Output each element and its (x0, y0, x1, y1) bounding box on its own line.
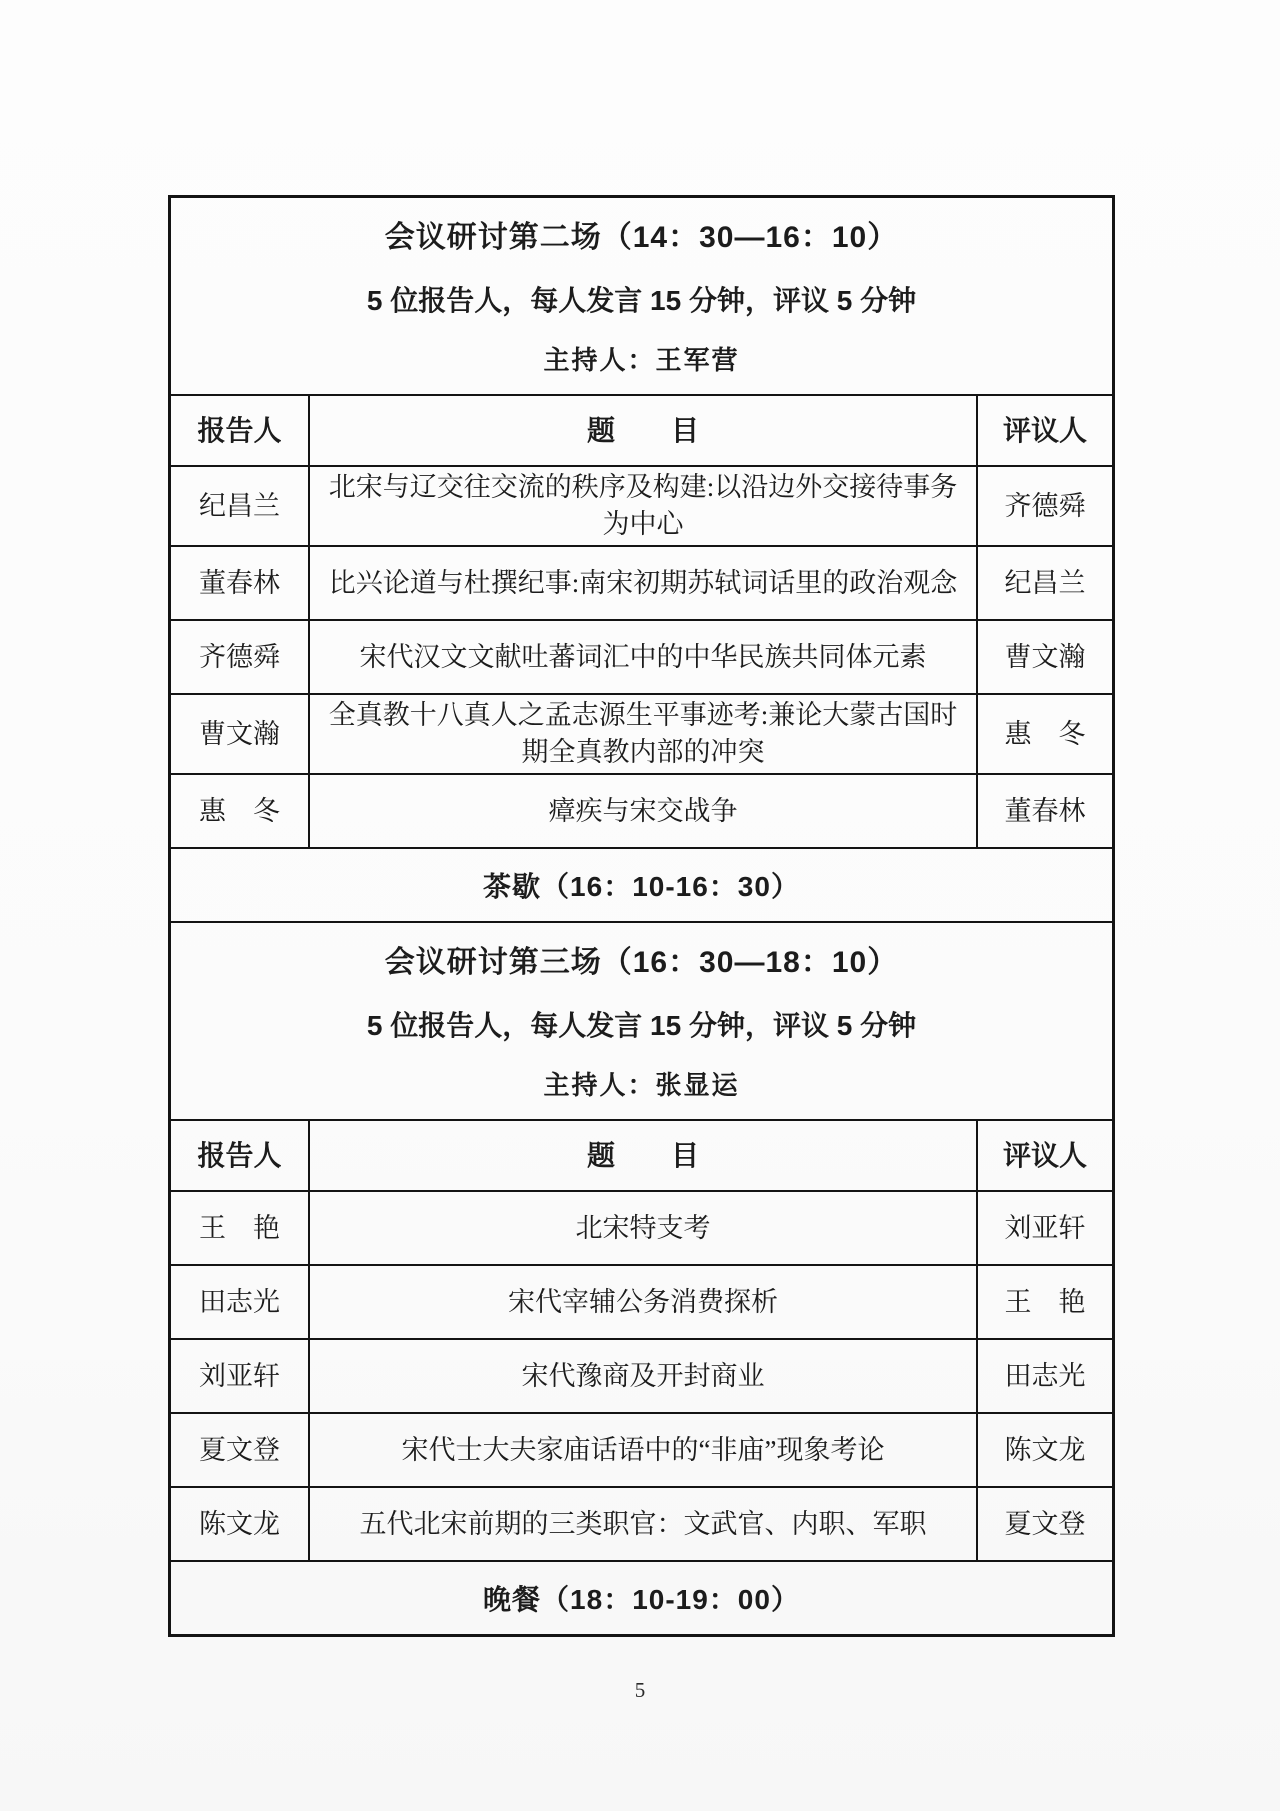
session-3-host: 主持人：张显运 (543, 1070, 740, 1100)
reviewer-cell: 惠 冬 (1004, 718, 1086, 749)
reviewer-cell: 曹文瀚 (1004, 641, 1086, 672)
topic-cell: 宋代汉文文献吐蕃词汇中的中华民族共同体元素 (310, 621, 978, 693)
session-3-header (171, 921, 1112, 1119)
session-2-host: 主持人：王军营 (543, 345, 740, 375)
table-row (171, 773, 1112, 847)
conference-schedule-table (168, 195, 1115, 1637)
topic-cell: 瘴疾与宋交战争 (310, 775, 978, 847)
table-row (171, 1486, 1112, 1560)
speaker-cell: 惠 冬 (171, 775, 310, 847)
speaker-cell: 刘亚轩 (171, 1340, 310, 1412)
topic-cell: 北宋与辽交往交流的秩序及构建:以沿边外交接待事务为中心 (310, 467, 978, 545)
speaker-cell: 田志光 (171, 1266, 310, 1338)
table-row (171, 619, 1112, 693)
session-3-subtitle: 5 位报告人，每人发言 15 分钟，评议 5 分钟 (366, 1010, 917, 1041)
session-2-title: 会议研讨第二场（14：30—16：10） (384, 221, 899, 254)
speaker-cell: 夏文登 (171, 1414, 310, 1486)
reviewer-cell: 陈文龙 (1004, 1434, 1086, 1465)
speaker-cell: 王 艳 (171, 1192, 310, 1264)
speaker-cell: 陈文龙 (171, 1488, 310, 1560)
topic-cell: 宋代宰辅公务消费探析 (310, 1266, 978, 1338)
reviewer-cell: 刘亚轩 (1004, 1212, 1086, 1243)
topic-cell: 全真教十八真人之孟志源生平事迹考:兼论大蒙古国时期全真教内部的冲突 (310, 695, 978, 773)
reviewer-cell: 董春林 (1004, 795, 1086, 826)
topic-cell: 比兴论道与杜撰纪事:南宋初期苏轼词话里的政治观念 (310, 547, 978, 619)
session-2-column-header-row (171, 394, 1112, 465)
table-row (171, 545, 1112, 619)
speaker-cell: 曹文瀚 (171, 695, 310, 773)
session-2-header (171, 198, 1112, 394)
reviewer-cell: 王 艳 (1004, 1286, 1086, 1317)
reviewer-cell: 田志光 (1004, 1360, 1086, 1391)
speaker-column-header: 报告人 (171, 396, 310, 465)
speaker-column-header: 报告人 (171, 1121, 310, 1190)
page-number: 5 (634, 1678, 646, 1702)
session-2-subtitle: 5 位报告人，每人发言 15 分钟，评议 5 分钟 (366, 285, 917, 316)
topic-cell: 宋代士大夫家庙话语中的“非庙”现象考论 (310, 1414, 978, 1486)
reviewer-cell: 齐德舜 (1004, 490, 1086, 521)
speaker-cell: 纪昌兰 (171, 467, 310, 545)
reviewer-cell: 纪昌兰 (1004, 567, 1086, 598)
topic-cell: 北宋特支考 (310, 1192, 978, 1264)
topic-cell: 五代北宋前期的三类职官：文武官、内职、军职 (310, 1488, 978, 1560)
reviewer-cell: 夏文登 (1004, 1508, 1086, 1539)
session-3-title: 会议研讨第三场（16：30—18：10） (384, 946, 899, 979)
reviewer-column-header: 评议人 (1002, 1140, 1087, 1171)
table-row (171, 1338, 1112, 1412)
table-row (171, 465, 1112, 545)
speaker-cell: 齐德舜 (171, 621, 310, 693)
speaker-cell: 董春林 (171, 547, 310, 619)
topic-cell: 宋代豫商及开封商业 (310, 1340, 978, 1412)
topic-column-header: 题 目 (310, 1121, 978, 1190)
table-row (171, 693, 1112, 773)
reviewer-column-header: 评议人 (1002, 415, 1087, 446)
table-row (171, 1264, 1112, 1338)
topic-column-header: 题 目 (310, 396, 978, 465)
dinner-row: 晚餐（18：10-19：00） (171, 1560, 1112, 1634)
table-row (171, 1190, 1112, 1264)
session-3-column-header-row (171, 1119, 1112, 1190)
tea-break-row: 茶歇（16：10-16：30） (171, 847, 1112, 921)
table-row (171, 1412, 1112, 1486)
